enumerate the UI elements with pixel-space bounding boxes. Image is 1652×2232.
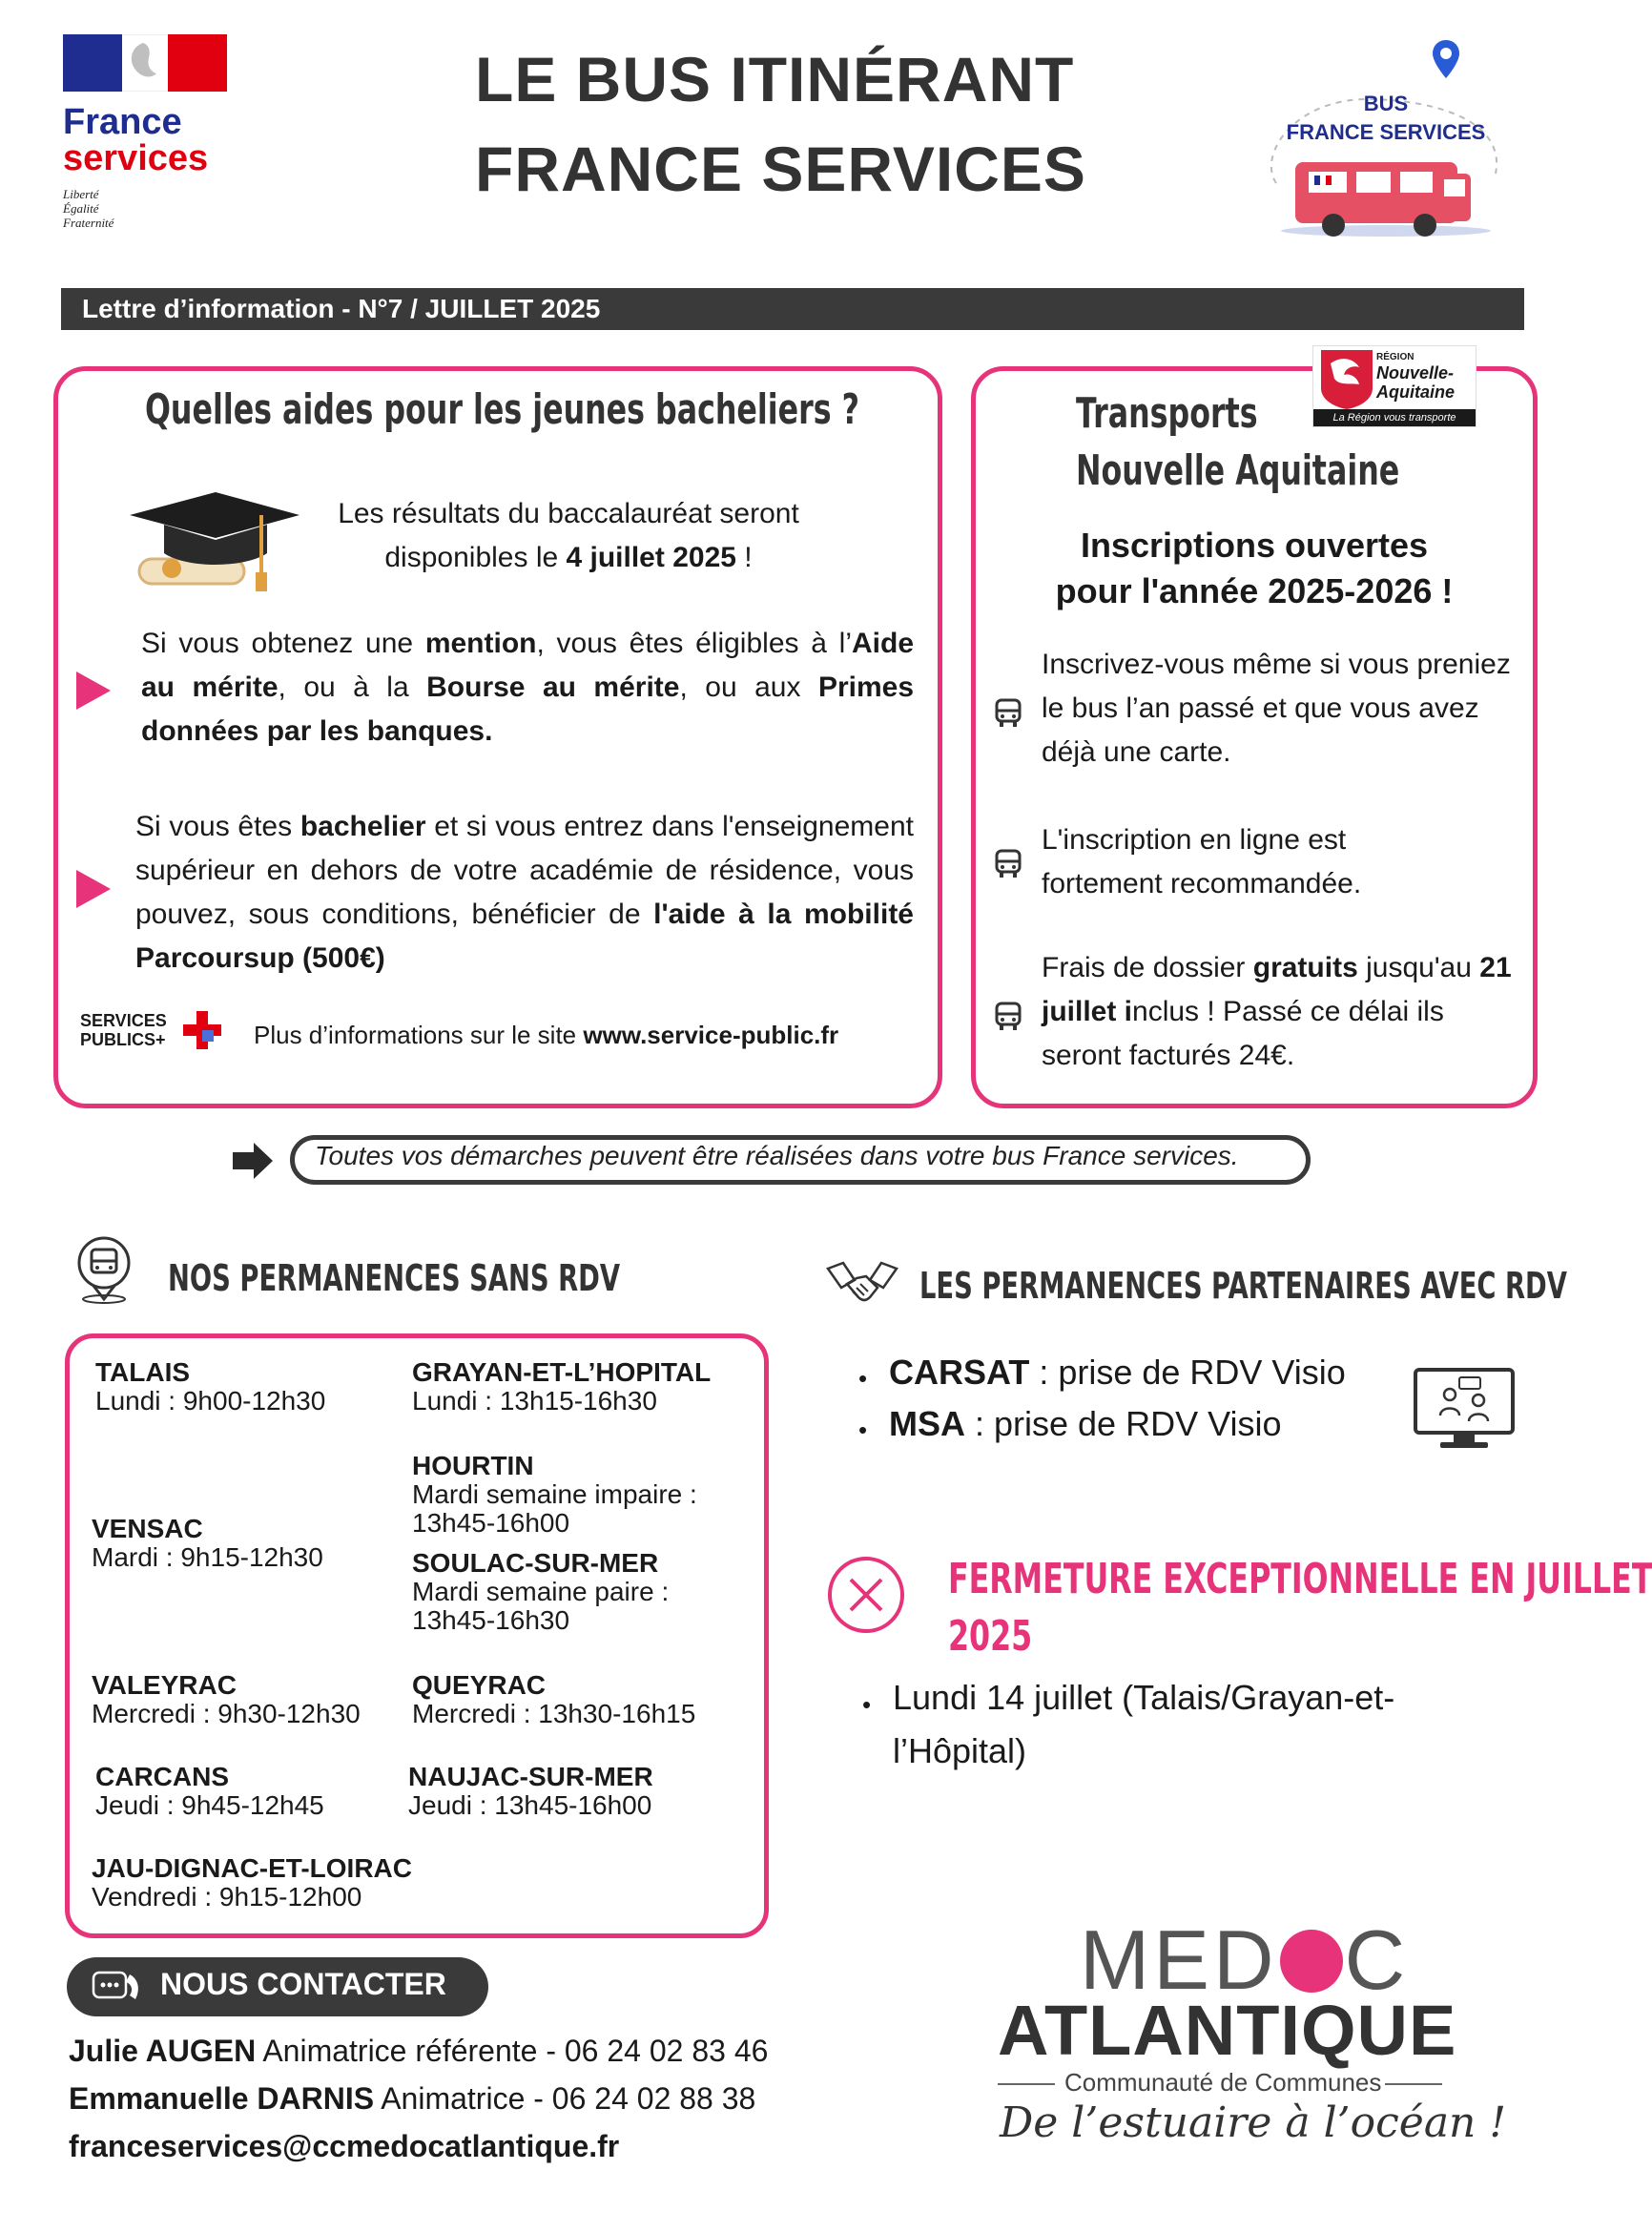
services-publics-cross-icon: [183, 1011, 221, 1054]
handshake-icon: [826, 1255, 898, 1321]
bus-logo-line1: BUS: [1363, 92, 1409, 115]
logo-france-text: France: [63, 102, 182, 142]
transport-item-3: Frais de dossier gratuits jusqu'au 21 juillet inclus ! Passé ce délai ils seront facturés 24€.: [1042, 952, 1512, 1071]
logo-services-text: services: [63, 138, 209, 178]
town-naujac: NAUJAC-SUR-MER Jeudi : 13h45-16h00: [408, 1762, 653, 1820]
divider: [998, 2083, 1055, 2085]
town-carcans: CARCANS Jeudi : 9h45-12h45: [95, 1762, 324, 1820]
town-talais: TALAIS Lundi : 9h00-12h30: [95, 1357, 326, 1416]
bac-results-text: Les résultats du baccalauréat seront disponibles le 4 juillet 2025 !: [338, 498, 799, 573]
contact-email[interactable]: franceservices@ccmedocatlantique.fr: [69, 2129, 620, 2163]
contact-person-2: Emmanuelle DARNIS Animatrice - 06 24 02 88 38: [69, 2081, 756, 2116]
arrow-bullet-icon: [76, 672, 111, 710]
town-grayan: GRAYAN-ET-L’HOPITAL Lundi : 13h15-16h30: [412, 1357, 712, 1416]
transport-heading-line2: Nouvelle Aquitaine: [1076, 446, 1400, 495]
bus-icon: [994, 1002, 1022, 1037]
town-valeyrac: VALEYRAC Mercredi : 9h30-12h30: [92, 1670, 361, 1728]
logo-motto: Liberté Égalité Fraternité: [63, 187, 114, 230]
main-title-line2: FRANCE SERVICES: [475, 134, 1086, 204]
town-jau-dignac: JAU-DIGNAC-ET-LOIRAC Vendredi : 9h15-12h00: [92, 1853, 412, 1912]
closing-heading-line2: 2025: [948, 1612, 1033, 1661]
video-call-monitor-icon: [1412, 1366, 1517, 1457]
phone-chat-icon: [92, 1969, 145, 2012]
town-hourtin: HOURTIN Mardi semaine impaire : 13h45-16h00: [412, 1451, 697, 1538]
bullet: •: [858, 1416, 868, 1444]
permanences-card: [65, 1333, 769, 1938]
permanences-heading: NOS PERMANENCES SANS RDV: [168, 1257, 621, 1299]
newsletter-issue: Lettre d’information - N°7 / JUILLET 2025: [82, 294, 601, 323]
medoc-logo-top: MED C: [1080, 1912, 1410, 2007]
bus-icon: [994, 698, 1022, 734]
bus-location-icon: [74, 1236, 134, 1308]
main-title-line1: LE BUS ITINÉRANT: [475, 44, 1075, 114]
bullet: •: [862, 1690, 872, 1719]
transport-item-2: L'inscription en ligne est fortement recommandée.: [1042, 824, 1362, 899]
transport-heading-line1: Transports: [1076, 389, 1258, 438]
divider: [1385, 2083, 1442, 2085]
medoc-tagline: De l’estuaire à l’océan !: [1000, 2098, 1507, 2147]
transport-item-1: Inscrivez-vous même si vous preniez le bus l’an passé et que vous avez déjà une carte.: [1042, 649, 1511, 768]
bus-logo-line2: FRANCE SERVICES: [1286, 120, 1486, 144]
right-arrow-icon: [233, 1143, 273, 1184]
contact-label: NOUS CONTACTER: [160, 1967, 446, 2001]
medoc-logo-bottom: ATLANTIQUE: [998, 1991, 1457, 2070]
region-nouvelle-aquitaine-logo: RÉGION Nouvelle-Aquitaine La Région vous transporte: [1312, 345, 1476, 427]
bullet: •: [858, 1364, 868, 1393]
more-info-text: Plus d’informations sur le site www.service-public.fr: [254, 1021, 839, 1049]
registrations-open-text: Inscriptions ouvertes pour l'année 2025-2026 !: [1055, 526, 1454, 610]
closed-x-icon: [826, 1555, 906, 1640]
partner-msa: MSA : prise de RDV Visio: [889, 1404, 1282, 1443]
services-publics-logo: SERVICES PUBLICS+: [80, 1011, 167, 1049]
france-services-flag-logo: [63, 34, 227, 92]
closing-item: Lundi 14 juillet (Talais/Grayan-et- l’Hôpital): [893, 1678, 1395, 1770]
town-queyrac: QUEYRAC Mercredi : 13h30-16h15: [412, 1670, 696, 1728]
contact-person-1: Julie AUGEN Animatrice référente - 06 24 02 83 46: [69, 2034, 769, 2068]
service-public-link[interactable]: www.service-public.fr: [583, 1021, 839, 1049]
arrow-bullet-icon: [76, 870, 111, 908]
town-vensac: VENSAC Mardi : 9h15-12h30: [92, 1514, 323, 1572]
newsletter-info-bar: [61, 288, 1524, 330]
bus-icon: [994, 849, 1022, 884]
mobility-paragraph: Si vous êtes bachelier et si vous entrez dans l'enseignement supérieur en dehors de votre académie de résidence, vous pouvez, sous conditions, bénéficier de l'aide à la mobilité Parcoursup (500€): [135, 811, 914, 974]
town-soulac: SOULAC-SUR-MER Mardi semaine paire : 13h45-16h30: [412, 1548, 670, 1635]
bac-heading: Quelles aides pour les jeunes bacheliers ?: [145, 385, 860, 434]
note-text: Toutes vos démarches peuvent être réalisées dans votre bus France services.: [315, 1141, 1239, 1170]
mention-paragraph: Si vous obtenez une mention, vous êtes éligibles à l’Aide au mérite, ou à la Bourse au mérite, ou aux Primes données par les banques.: [141, 628, 915, 747]
partners-heading: LES PERMANENCES PARTENAIRES AVEC RDV: [919, 1265, 1567, 1307]
closing-heading-line1: FERMETURE EXCEPTIONNELLE EN JUILLET: [948, 1555, 1652, 1603]
graduation-cap-icon: [130, 492, 301, 602]
partner-carsat: CARSAT : prise de RDV Visio: [889, 1353, 1346, 1392]
medoc-community: Communauté de Communes: [1064, 2068, 1382, 2097]
